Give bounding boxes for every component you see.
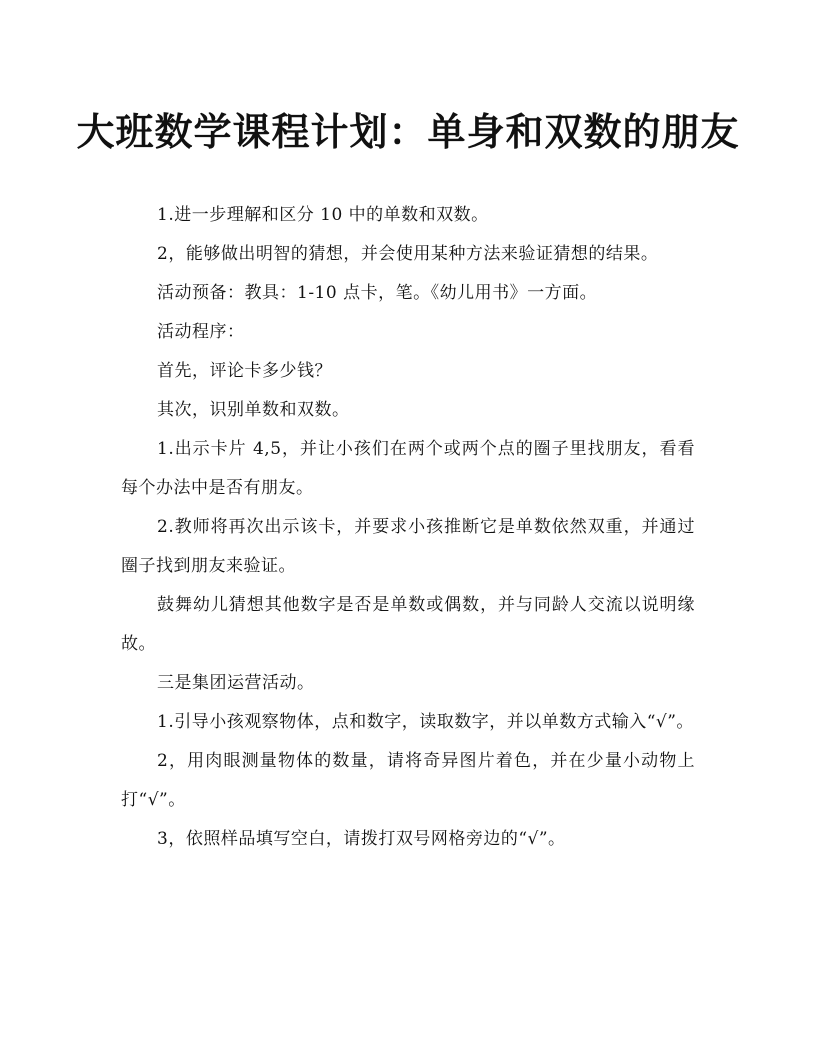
- paragraph: 1.进一步理解和区分 10 中的单数和双数。: [157, 205, 489, 225]
- document-body: [121, 196, 695, 859]
- paragraph: 2，用肉眼测量物体的数量，请将奇异图片着色，并在少量小动物上打“√”。: [121, 751, 695, 810]
- paragraph: 其次，识别单数和双数。: [157, 400, 350, 420]
- document-title: 大班数学课程计划：单身和双数的朋友: [76, 109, 740, 154]
- paragraph: 1.引导小孩观察物体，点和数字，读取数字，并以单数方式输入“√”。: [157, 712, 694, 732]
- paragraph: 1.出示卡片 4,5，并让小孩们在两个或两个点的圈子里找朋友，看看每个办法中是否有朋友。: [121, 439, 695, 498]
- paragraph: 2.教师将再次出示该卡，并要求小孩推断它是单数依然双重，并通过圈子找到朋友来验证。: [121, 517, 695, 576]
- paragraph: 鼓舞幼儿猜想其他数字是否是单数或偶数，并与同龄人交流以说明缘故。: [121, 595, 695, 654]
- paragraph: 2，能够做出明智的猜想，并会使用某种方法来验证猜想的结果。: [157, 244, 659, 264]
- paragraph: 3，依照样品填写空白，请拨打双号网格旁边的“√”。: [157, 829, 566, 849]
- paragraph: 活动预备：教具：1-10 点卡，笔。《幼儿用书》一方面。: [157, 283, 598, 303]
- paragraph: 三是集团运营活动。: [157, 673, 315, 693]
- paragraph: 首先，评论卡多少钱？: [157, 361, 332, 381]
- paragraph: 活动程序：: [157, 322, 245, 342]
